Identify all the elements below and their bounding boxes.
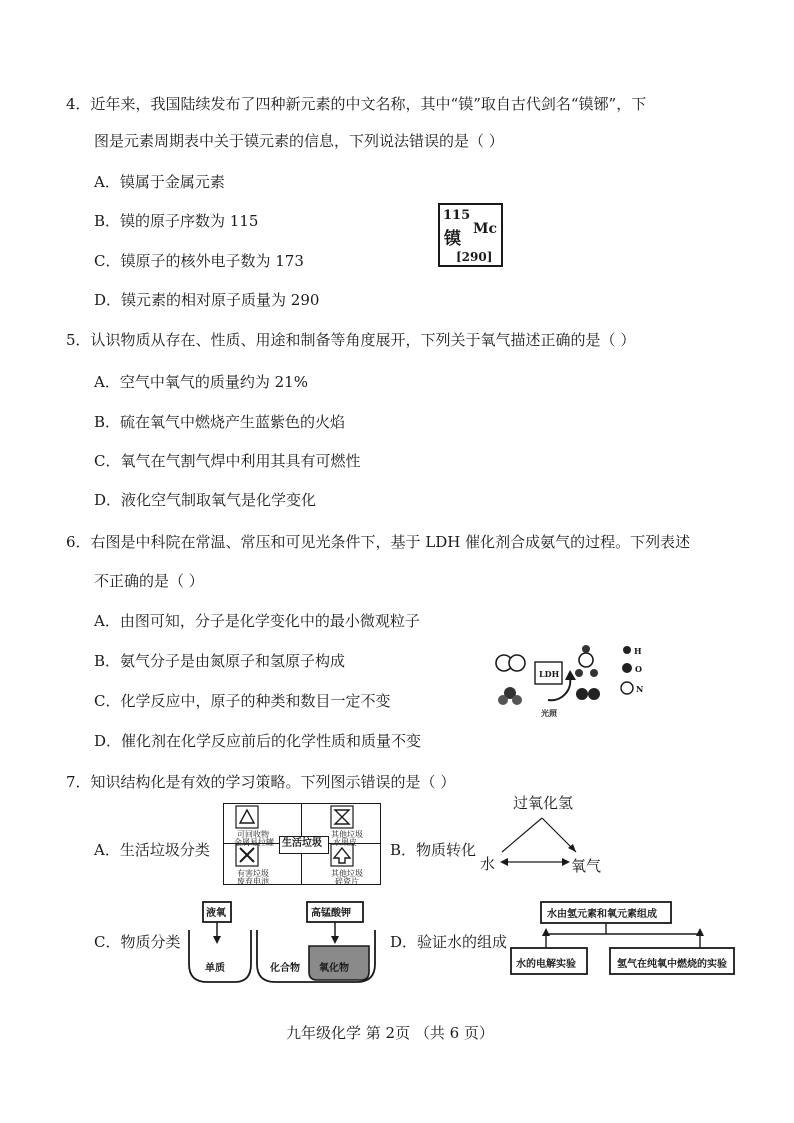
bin-elemental-label: 单质 <box>205 963 225 974</box>
water-top-label: 水由氢元素和氧元素组成 <box>547 909 657 920</box>
arrow-head-icon <box>696 928 704 936</box>
legend-oxygen-icon <box>622 663 632 673</box>
bl-sign-label: 有害垃圾 <box>237 869 269 878</box>
legend-h-label: H <box>634 646 642 656</box>
arrow-head-icon <box>565 670 576 680</box>
h2o-hydrogen-atom <box>512 695 522 705</box>
catalyst-label: LDH <box>539 669 560 679</box>
transform-left-label: 水 <box>480 855 496 873</box>
q7-option-a[interactable]: A．生活垃圾分类 <box>94 841 210 859</box>
legend-o-label: O <box>635 664 642 674</box>
ammonia-synthesis-diagram <box>490 640 690 720</box>
tl-desc-label: 金属易拉罐 <box>234 838 274 847</box>
n2-molecule-atom <box>509 655 525 671</box>
garbage-center-label: 生活垃圾 <box>282 838 322 849</box>
tr-desc-label: 水果皮 <box>333 838 357 847</box>
water-left-label: 水的电解实验 <box>516 959 576 970</box>
legend-n-label: N <box>636 684 644 694</box>
q7-option-d[interactable]: D．验证水的组成 <box>390 933 508 951</box>
q6-option-d[interactable]: D．催化剂在化学反应前后的化学性质和质量不变 <box>94 732 422 750</box>
arrow-line <box>502 818 542 852</box>
bin-compound-label: 化合物 <box>270 963 300 974</box>
transform-top-label: 过氧化氢 <box>513 794 574 812</box>
transform-right-label: 氧气 <box>571 857 602 875</box>
q4-stem-line1: 4．近年来，我国陆续发布了四种新元素的中文名称，其中“镆”取自古代剑名“镆铘”，下 <box>66 95 647 113</box>
q5-option-a[interactable]: A．空气中氧气的质量约为 21% <box>94 373 308 391</box>
q7-option-c[interactable]: C．物质分类 <box>94 933 181 951</box>
q5-option-d[interactable]: D．液化空气制取氧气是化学变化 <box>94 491 317 509</box>
item-liquid-oxygen: 液氧 <box>206 908 226 919</box>
arrow-head-icon <box>213 936 221 944</box>
element-name: 镆 <box>444 229 461 249</box>
nh3-hydrogen-atom <box>575 669 583 677</box>
q4-option-d[interactable]: D．镆元素的相对原子质量为 290 <box>94 291 320 309</box>
bin-oxide-label: 氧化物 <box>319 963 349 974</box>
arrow-head-icon <box>331 936 339 944</box>
q7-stem: 7．知识结构化是有效的学习策略。下列图示错误的是（ ） <box>66 773 456 791</box>
q5-stem: 5．认识物质从存在、性质、用途和制备等角度展开，下列关于氧气描述正确的是（ ） <box>66 331 636 349</box>
o2-molecule-atom <box>588 688 600 700</box>
legend-hydrogen-icon <box>623 646 631 654</box>
element-mass: [290] <box>456 250 493 264</box>
br-desc-label: 碎瓷片 <box>335 877 359 886</box>
item-potassium-permanganate: 高锰酸钾 <box>311 908 351 919</box>
q7-option-b[interactable]: B．物质转化 <box>390 841 477 859</box>
page-footer: 九年级化学 第 2页 （共 6 页） <box>286 1024 494 1042</box>
q6-option-b[interactable]: B．氨气分子是由氮原子和氢原子构成 <box>94 652 346 670</box>
element-card-moscovium <box>438 203 503 267</box>
arrow-head-icon <box>562 858 570 866</box>
q6-option-a[interactable]: A．由图可知，分子是化学变化中的最小微观粒子 <box>94 612 420 630</box>
nh3-hydrogen-atom <box>590 669 598 677</box>
arrow-head-icon <box>542 928 550 936</box>
q5-option-c[interactable]: C．氧气在气割气焊中利用其具有可燃性 <box>94 452 361 470</box>
water-right-label: 氢气在纯氧中燃烧的实验 <box>617 959 727 970</box>
q4-stem-line2: 图是元素周期表中关于镆元素的信息，下列说法错误的是（ ） <box>94 132 504 150</box>
q4-option-c[interactable]: C．镆原子的核外电子数为 173 <box>94 252 304 270</box>
legend-nitrogen-icon <box>621 682 633 694</box>
q6-option-c[interactable]: C．化学反应中，原子的种类和数目一定不变 <box>94 692 391 710</box>
transform-arrows <box>480 810 610 870</box>
condition-label: 光照 <box>541 708 557 718</box>
q6-stem-line2: 不正确的是（ ） <box>94 572 204 590</box>
q5-option-b[interactable]: B．硫在氧气中燃烧产生蓝紫色的火焰 <box>94 413 346 431</box>
q4-option-b[interactable]: B．镆的原子序数为 115 <box>94 212 259 230</box>
nh3-nitrogen-atom <box>579 653 593 667</box>
q6-stem-line1: 6．右图是中科院在常温、常压和可见光条件下，基于 LDH 催化剂合成氨气的过程。下列表述 <box>66 533 691 551</box>
nh3-hydrogen-atom <box>582 645 590 653</box>
h2o-hydrogen-atom <box>498 695 508 705</box>
bl-desc-label: 废弃电池 <box>237 877 269 886</box>
element-symbol: Mc <box>473 221 498 237</box>
q4-option-a[interactable]: A．镆属于金属元素 <box>94 173 225 191</box>
o2-molecule-atom <box>576 688 588 700</box>
element-number: 115 <box>443 208 471 223</box>
tr-sign-label: 其他垃圾 <box>331 830 363 839</box>
tl-sign-label: 可回收物 <box>237 830 269 839</box>
arrow-head-icon <box>500 858 508 866</box>
br-sign-label: 其他垃圾 <box>331 869 363 878</box>
